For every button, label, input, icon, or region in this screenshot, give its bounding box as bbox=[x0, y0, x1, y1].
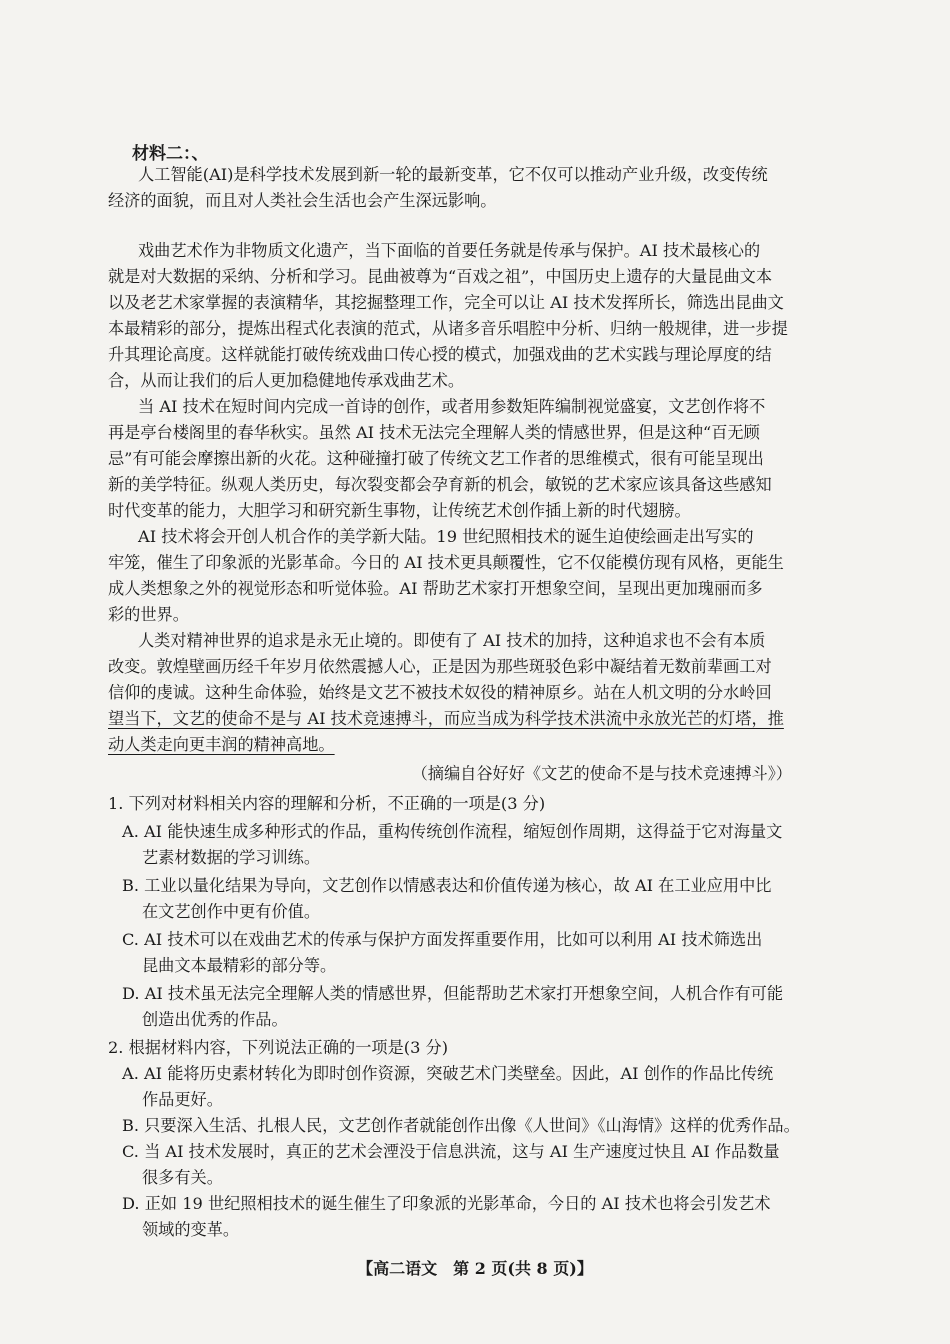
page-footer: 【高二语文 第 2 页(共 8 页)】 bbox=[357, 1259, 593, 1278]
para1-line2: 经济的面貌，而且对人类社会生活也会产生深远影响。 bbox=[108, 191, 497, 210]
para2-line6: 合，从而让我们的后人更加稳健地传承戏曲艺术。 bbox=[108, 371, 465, 390]
material-heading: 材料二：、 bbox=[132, 144, 209, 164]
q2-option-a-line1: A. AI 能将历史素材转化为即时创作资源，突破艺术门类壁垒。因此，AI 创作的作品比传统 bbox=[122, 1064, 774, 1083]
q1-option-c-line1: C. AI 技术可以在戏曲艺术的传承与保护方面发挥重要作用，比如可以利用 AI 技术筛选出 bbox=[122, 930, 763, 949]
para4-line1: AI 技术将会开创人机合作的美学新大陆。19 世纪照相技术的诞生迫使绘画走出写实的 bbox=[138, 527, 754, 546]
question2-stem: 2. 根据材料内容，下列说法正确的一项是(3 分) bbox=[108, 1038, 449, 1057]
para5-line2: 改变。敦煌壁画历经千年岁月依然震撼人心，正是因为那些斑驳色彩中凝结着无数前辈画工对 bbox=[108, 657, 772, 676]
para5-line1: 人类对精神世界的追求是永无止境的。即使有了 AI 技术的加持，这种追求也不会有本质 bbox=[138, 631, 766, 650]
q2-option-d-line1: D. 正如 19 世纪照相技术的诞生催生了印象派的光影革命，今日的 AI 技术也将会引发艺术 bbox=[122, 1194, 771, 1213]
para2-line2: 就是对大数据的采纳、分析和学习。昆曲被尊为“百戏之祖”，中国历史上遗存的大量昆曲文本 bbox=[108, 267, 773, 286]
para3-line4: 新的美学特征。纵观人类历史，每次裂变都会孕育新的机会，敏锐的艺术家应该具备这些感知 bbox=[108, 475, 772, 494]
q1-option-d-line2: 创造出优秀的作品。 bbox=[142, 1010, 288, 1029]
q2-option-c-line1: C. 当 AI 技术发展时，真正的艺术会湮没于信息洪流，这与 AI 生产速度过快且 AI 作品数量 bbox=[122, 1142, 780, 1161]
q2-option-c-line2: 很多有关。 bbox=[142, 1168, 223, 1187]
para5-line5: 动人类走向更丰润的精神高地。 bbox=[108, 735, 335, 754]
q2-option-b-line1: B. 只要深入生活、扎根人民，文艺创作者就能创作出像《人世间》《山海情》这样的优秀作品。 bbox=[122, 1116, 800, 1135]
q1-option-b-line1: B. 工业以量化结果为导向，文艺创作以情感表达和价值传递为核心，故 AI 在工业应用中比 bbox=[122, 876, 772, 895]
q1-option-c-line2: 昆曲文本最精彩的部分等。 bbox=[142, 956, 337, 975]
para2-line5: 升其理论高度。这样就能打破传统戏曲口传心授的模式，加强戏曲的艺术实践与理论厚度的结 bbox=[108, 345, 772, 364]
q1-option-d-line1: D. AI 技术虽无法完全理解人类的情感世界，但能帮助艺术家打开想象空间，人机合作有可能 bbox=[122, 984, 784, 1003]
para2-line4: 本最精彩的部分，提炼出程式化表演的范式，从诸多音乐唱腔中分析、归纳一般规律，进一步提 bbox=[108, 319, 788, 338]
para1-line1: 人工智能(AI)是科学技术发展到新一轮的最新变革，它不仅可以推动产业升级，改变传统 bbox=[138, 165, 768, 184]
q1-option-a-line1: A. AI 能快速生成多种形式的作品，重构传统创作流程，缩短创作周期，这得益于它对海量文 bbox=[122, 822, 783, 841]
para4-line2: 牢笼，催生了印象派的光影革命。今日的 AI 技术更具颠覆性，它不仅能模仿现有风格，更能生 bbox=[108, 553, 784, 572]
para3-line3: 忌”有可能会摩擦出新的火花。这种碰撞打破了传统文艺工作者的思维模式，很有可能呈现出 bbox=[108, 449, 764, 468]
q1-option-b-line2: 在文艺创作中更有价值。 bbox=[142, 902, 321, 921]
para3-line2: 再是亭台楼阁里的春华秋实。虽然 AI 技术无法完全理解人类的情感世界，但是这种“百无顾 bbox=[108, 423, 760, 442]
para5-line3: 信仰的虔诚。这种生命体验，始终是文艺不被技术奴役的精神原乡。站在人机文明的分水岭回 bbox=[108, 683, 772, 702]
q2-option-d-line2: 领域的变革。 bbox=[142, 1220, 240, 1239]
para3-line1: 当 AI 技术在短时间内完成一首诗的创作，或者用参数矩阵编制视觉盛宴，文艺创作将不 bbox=[138, 397, 766, 416]
para4-line4: 彩的世界。 bbox=[108, 605, 189, 624]
source-citation: （摘编自谷好好《文艺的使命不是与技术竞速搏斗》） bbox=[411, 764, 792, 783]
para2-line1: 戏曲艺术作为非物质文化遗产，当下面临的首要任务就是传承与保护。AI 技术最核心的 bbox=[138, 241, 761, 260]
q1-option-a-line2: 艺素材数据的学习训练。 bbox=[142, 848, 321, 867]
para2-line3: 以及老艺术家掌握的表演精华，其挖掘整理工作，完全可以让 AI 技术发挥所长，筛选出昆曲文 bbox=[108, 293, 784, 312]
para4-line3: 成人类想象之外的视觉形态和听觉体验。AI 帮助艺术家打开想象空间，呈现出更加瑰丽而多 bbox=[108, 579, 763, 598]
para3-line5: 时代变革的能力，大胆学习和研究新生事物，让传统艺术创作插上新的时代翅膀。 bbox=[108, 501, 691, 520]
question1-stem: 1. 下列对材料相关内容的理解和分析，不正确的一项是(3 分) bbox=[108, 794, 546, 813]
para5-line4: 望当下，文艺的使命不是与 AI 技术竞速搏斗，而应当成为科学技术洪流中永放光芒的灯塔，推 bbox=[108, 709, 784, 728]
q2-option-a-line2: 作品更好。 bbox=[142, 1090, 223, 1109]
